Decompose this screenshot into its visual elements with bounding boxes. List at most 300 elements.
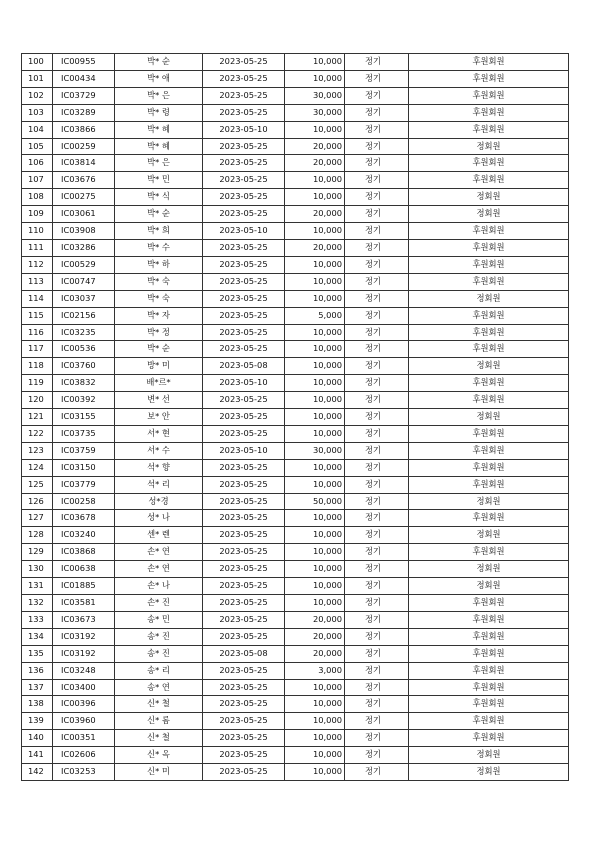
payment-type-cell: 정기: [345, 256, 409, 273]
payment-type-cell: 정기: [345, 172, 409, 189]
table-row: [22, 510, 569, 527]
amount-cell: 10,000: [285, 223, 345, 240]
table-row: [22, 476, 569, 493]
member-name-cell: 손* 연: [115, 561, 203, 578]
table-row: [22, 54, 569, 71]
payment-type-cell: 정기: [345, 358, 409, 375]
member-id-cell: IC03192: [53, 645, 115, 662]
amount-cell: 5,000: [285, 307, 345, 324]
amount-cell: 3,000: [285, 662, 345, 679]
payment-type-cell: 정기: [345, 764, 409, 781]
member-type-cell: 정회원: [409, 138, 569, 155]
payment-date-cell: 2023-05-25: [203, 239, 285, 256]
member-type-cell: 후원회원: [409, 121, 569, 138]
payment-date-cell: 2023-05-25: [203, 341, 285, 358]
amount-cell: 10,000: [285, 70, 345, 87]
payment-date-cell: 2023-05-25: [203, 527, 285, 544]
payment-type-cell: 정기: [345, 476, 409, 493]
amount-cell: 10,000: [285, 747, 345, 764]
payment-type-cell: 정기: [345, 611, 409, 628]
member-id-cell: IC03866: [53, 121, 115, 138]
payment-date-cell: 2023-05-25: [203, 476, 285, 493]
member-name-cell: 박* 민: [115, 172, 203, 189]
member-id-cell: IC03960: [53, 713, 115, 730]
member-name-cell: 박* 혜: [115, 121, 203, 138]
member-name-cell: 박* 애: [115, 70, 203, 87]
payment-date-cell: 2023-05-25: [203, 679, 285, 696]
member-name-cell: 박* 은: [115, 155, 203, 172]
amount-cell: 10,000: [285, 764, 345, 781]
table-row: [22, 392, 569, 409]
payment-type-cell: 정기: [345, 223, 409, 240]
member-id-cell: IC02606: [53, 747, 115, 764]
member-type-cell: 정회원: [409, 206, 569, 223]
member-id-cell: IC00392: [53, 392, 115, 409]
table-row: [22, 730, 569, 747]
table-row: [22, 155, 569, 172]
payment-date-cell: 2023-05-25: [203, 747, 285, 764]
payment-date-cell: 2023-05-25: [203, 206, 285, 223]
table-row: [22, 561, 569, 578]
payment-type-cell: 정기: [345, 324, 409, 341]
member-name-cell: 박* 순: [115, 206, 203, 223]
member-type-cell: 후원회원: [409, 595, 569, 612]
member-id-cell: IC00259: [53, 138, 115, 155]
member-name-cell: 박* 식: [115, 189, 203, 206]
payment-type-cell: 정기: [345, 70, 409, 87]
payment-date-cell: 2023-05-25: [203, 138, 285, 155]
amount-cell: 10,000: [285, 561, 345, 578]
amount-cell: 10,000: [285, 375, 345, 392]
member-name-cell: 서* 현: [115, 425, 203, 442]
member-type-cell: 후원회원: [409, 256, 569, 273]
amount-cell: 10,000: [285, 510, 345, 527]
member-id-cell: IC00529: [53, 256, 115, 273]
row-number-cell: 126: [22, 493, 53, 510]
member-name-cell: 석* 리: [115, 476, 203, 493]
member-name-cell: 박* 자: [115, 307, 203, 324]
member-name-cell: 박* 하: [115, 256, 203, 273]
member-id-cell: IC03735: [53, 425, 115, 442]
member-id-cell: IC01885: [53, 578, 115, 595]
payment-date-cell: 2023-05-25: [203, 189, 285, 206]
payment-date-cell: 2023-05-10: [203, 375, 285, 392]
payment-date-cell: 2023-05-25: [203, 764, 285, 781]
row-number-cell: 127: [22, 510, 53, 527]
member-id-cell: IC03037: [53, 290, 115, 307]
member-id-cell: IC03192: [53, 628, 115, 645]
row-number-cell: 122: [22, 425, 53, 442]
table-row: [22, 442, 569, 459]
payment-type-cell: 정기: [345, 87, 409, 104]
payment-type-cell: 정기: [345, 628, 409, 645]
payment-type-cell: 정기: [345, 595, 409, 612]
member-name-cell: 방* 미: [115, 358, 203, 375]
row-number-cell: 140: [22, 730, 53, 747]
amount-cell: 10,000: [285, 341, 345, 358]
member-type-cell: 후원회원: [409, 645, 569, 662]
amount-cell: 10,000: [285, 273, 345, 290]
table-row: [22, 138, 569, 155]
payment-date-cell: 2023-05-25: [203, 290, 285, 307]
member-id-cell: IC03253: [53, 764, 115, 781]
payment-type-cell: 정기: [345, 409, 409, 426]
member-id-cell: IC03729: [53, 87, 115, 104]
member-id-cell: IC03400: [53, 679, 115, 696]
table-row: [22, 358, 569, 375]
member-type-cell: 후원회원: [409, 104, 569, 121]
payment-type-cell: 정기: [345, 273, 409, 290]
member-name-cell: 손* 나: [115, 578, 203, 595]
member-id-cell: IC03289: [53, 104, 115, 121]
member-type-cell: 후원회원: [409, 375, 569, 392]
amount-cell: 10,000: [285, 476, 345, 493]
row-number-cell: 106: [22, 155, 53, 172]
table-row: [22, 341, 569, 358]
member-name-cell: 박* 수: [115, 239, 203, 256]
table-row: [22, 256, 569, 273]
amount-cell: 30,000: [285, 104, 345, 121]
member-name-cell: 박* 순: [115, 54, 203, 71]
member-id-cell: IC00275: [53, 189, 115, 206]
member-name-cell: 박* 숙: [115, 290, 203, 307]
member-type-cell: 후원회원: [409, 628, 569, 645]
member-type-cell: 정회원: [409, 290, 569, 307]
member-name-cell: 송* 진: [115, 645, 203, 662]
amount-cell: 20,000: [285, 628, 345, 645]
member-type-cell: 정회원: [409, 578, 569, 595]
row-number-cell: 128: [22, 527, 53, 544]
amount-cell: 10,000: [285, 290, 345, 307]
payment-type-cell: 정기: [345, 679, 409, 696]
payment-date-cell: 2023-05-25: [203, 578, 285, 595]
payment-date-cell: 2023-05-25: [203, 104, 285, 121]
member-id-cell: IC00396: [53, 696, 115, 713]
table-row: [22, 189, 569, 206]
member-type-cell: 후원회원: [409, 611, 569, 628]
table-row: [22, 527, 569, 544]
amount-cell: 10,000: [285, 358, 345, 375]
row-number-cell: 116: [22, 324, 53, 341]
member-id-cell: IC03868: [53, 544, 115, 561]
row-number-cell: 115: [22, 307, 53, 324]
payment-type-cell: 정기: [345, 138, 409, 155]
member-name-cell: 송* 연: [115, 679, 203, 696]
member-name-cell: 박* 은: [115, 87, 203, 104]
payment-type-cell: 정기: [345, 189, 409, 206]
member-type-cell: 후원회원: [409, 324, 569, 341]
payment-type-cell: 정기: [345, 341, 409, 358]
table-row: [22, 409, 569, 426]
payment-date-cell: 2023-05-10: [203, 442, 285, 459]
member-name-cell: 신* 미: [115, 764, 203, 781]
amount-cell: 10,000: [285, 121, 345, 138]
member-type-cell: 후원회원: [409, 172, 569, 189]
member-type-cell: 정회원: [409, 409, 569, 426]
table-row: [22, 578, 569, 595]
row-number-cell: 135: [22, 645, 53, 662]
member-id-cell: IC03061: [53, 206, 115, 223]
row-number-cell: 139: [22, 713, 53, 730]
row-number-cell: 117: [22, 341, 53, 358]
amount-cell: 20,000: [285, 206, 345, 223]
member-name-cell: 성*경: [115, 493, 203, 510]
member-type-cell: 후원회원: [409, 476, 569, 493]
member-type-cell: 후원회원: [409, 307, 569, 324]
row-number-cell: 120: [22, 392, 53, 409]
payment-date-cell: 2023-05-25: [203, 87, 285, 104]
table-row: [22, 206, 569, 223]
member-type-cell: 후원회원: [409, 442, 569, 459]
member-id-cell: IC00258: [53, 493, 115, 510]
amount-cell: 10,000: [285, 54, 345, 71]
table-row: [22, 645, 569, 662]
row-number-cell: 137: [22, 679, 53, 696]
amount-cell: 10,000: [285, 409, 345, 426]
amount-cell: 10,000: [285, 544, 345, 561]
member-type-cell: 후원회원: [409, 70, 569, 87]
payment-date-cell: 2023-05-25: [203, 409, 285, 426]
payment-date-cell: 2023-05-10: [203, 223, 285, 240]
amount-cell: 10,000: [285, 392, 345, 409]
table-row: [22, 459, 569, 476]
member-type-cell: 정회원: [409, 527, 569, 544]
member-type-cell: 후원회원: [409, 679, 569, 696]
member-type-cell: 후원회원: [409, 662, 569, 679]
member-name-cell: 송* 진: [115, 628, 203, 645]
table-row: [22, 662, 569, 679]
payment-date-cell: 2023-05-25: [203, 273, 285, 290]
payment-type-cell: 정기: [345, 104, 409, 121]
payment-date-cell: 2023-05-08: [203, 645, 285, 662]
row-number-cell: 108: [22, 189, 53, 206]
member-name-cell: 손* 진: [115, 595, 203, 612]
row-number-cell: 113: [22, 273, 53, 290]
row-number-cell: 125: [22, 476, 53, 493]
amount-cell: 10,000: [285, 578, 345, 595]
member-name-cell: 신* 철: [115, 730, 203, 747]
amount-cell: 10,000: [285, 696, 345, 713]
member-id-cell: IC03678: [53, 510, 115, 527]
payment-date-cell: 2023-05-25: [203, 324, 285, 341]
payment-date-cell: 2023-05-25: [203, 256, 285, 273]
table-row: [22, 104, 569, 121]
member-name-cell: 신* 옥: [115, 747, 203, 764]
payment-type-cell: 정기: [345, 730, 409, 747]
donation-table: [21, 53, 569, 781]
member-type-cell: 후원회원: [409, 87, 569, 104]
amount-cell: 10,000: [285, 256, 345, 273]
member-id-cell: IC03155: [53, 409, 115, 426]
payment-date-cell: 2023-05-25: [203, 730, 285, 747]
payment-date-cell: 2023-05-25: [203, 155, 285, 172]
table-row: [22, 121, 569, 138]
payment-type-cell: 정기: [345, 375, 409, 392]
amount-cell: 20,000: [285, 611, 345, 628]
table-row: [22, 87, 569, 104]
member-name-cell: 박* 혜: [115, 138, 203, 155]
row-number-cell: 114: [22, 290, 53, 307]
member-id-cell: IC03235: [53, 324, 115, 341]
member-id-cell: IC00434: [53, 70, 115, 87]
member-id-cell: IC03240: [53, 527, 115, 544]
member-name-cell: 박* 정: [115, 324, 203, 341]
payment-type-cell: 정기: [345, 645, 409, 662]
row-number-cell: 124: [22, 459, 53, 476]
payment-date-cell: 2023-05-25: [203, 172, 285, 189]
member-type-cell: 정회원: [409, 747, 569, 764]
member-id-cell: IC02156: [53, 307, 115, 324]
member-name-cell: 박* 순: [115, 341, 203, 358]
amount-cell: 20,000: [285, 645, 345, 662]
table-row: [22, 544, 569, 561]
member-name-cell: 센* 렌: [115, 527, 203, 544]
member-id-cell: IC03581: [53, 595, 115, 612]
payment-type-cell: 정기: [345, 459, 409, 476]
member-id-cell: IC00638: [53, 561, 115, 578]
row-number-cell: 131: [22, 578, 53, 595]
member-type-cell: 후원회원: [409, 510, 569, 527]
amount-cell: 30,000: [285, 87, 345, 104]
table-row: [22, 70, 569, 87]
member-name-cell: 박* 령: [115, 104, 203, 121]
table-row: [22, 375, 569, 392]
member-type-cell: 정회원: [409, 358, 569, 375]
member-type-cell: 정회원: [409, 561, 569, 578]
row-number-cell: 105: [22, 138, 53, 155]
payment-date-cell: 2023-05-25: [203, 696, 285, 713]
amount-cell: 10,000: [285, 189, 345, 206]
amount-cell: 20,000: [285, 155, 345, 172]
payment-date-cell: 2023-05-25: [203, 628, 285, 645]
member-id-cell: IC03832: [53, 375, 115, 392]
member-id-cell: IC00536: [53, 341, 115, 358]
payment-date-cell: 2023-05-25: [203, 493, 285, 510]
table-row: [22, 747, 569, 764]
payment-type-cell: 정기: [345, 239, 409, 256]
row-number-cell: 133: [22, 611, 53, 628]
row-number-cell: 138: [22, 696, 53, 713]
table-row: [22, 172, 569, 189]
table-row: [22, 764, 569, 781]
payment-type-cell: 정기: [345, 510, 409, 527]
row-number-cell: 112: [22, 256, 53, 273]
payment-type-cell: 정기: [345, 54, 409, 71]
payment-type-cell: 정기: [345, 527, 409, 544]
member-type-cell: 정회원: [409, 493, 569, 510]
member-id-cell: IC00955: [53, 54, 115, 71]
member-name-cell: 신* 철: [115, 696, 203, 713]
row-number-cell: 107: [22, 172, 53, 189]
amount-cell: 20,000: [285, 239, 345, 256]
member-id-cell: IC00351: [53, 730, 115, 747]
row-number-cell: 102: [22, 87, 53, 104]
amount-cell: 10,000: [285, 713, 345, 730]
row-number-cell: 101: [22, 70, 53, 87]
table-row: [22, 696, 569, 713]
amount-cell: 10,000: [285, 172, 345, 189]
payment-date-cell: 2023-05-25: [203, 662, 285, 679]
table-row: [22, 628, 569, 645]
table-row: [22, 223, 569, 240]
member-id-cell: IC03814: [53, 155, 115, 172]
payment-type-cell: 정기: [345, 493, 409, 510]
row-number-cell: 132: [22, 595, 53, 612]
row-number-cell: 111: [22, 239, 53, 256]
member-name-cell: 서* 수: [115, 442, 203, 459]
member-id-cell: IC03248: [53, 662, 115, 679]
member-type-cell: 후원회원: [409, 544, 569, 561]
payment-type-cell: 정기: [345, 544, 409, 561]
member-type-cell: 후원회원: [409, 155, 569, 172]
row-number-cell: 123: [22, 442, 53, 459]
table-row: [22, 679, 569, 696]
payment-type-cell: 정기: [345, 662, 409, 679]
member-id-cell: IC03760: [53, 358, 115, 375]
payment-date-cell: 2023-05-25: [203, 307, 285, 324]
row-number-cell: 134: [22, 628, 53, 645]
payment-type-cell: 정기: [345, 206, 409, 223]
amount-cell: 10,000: [285, 679, 345, 696]
row-number-cell: 141: [22, 747, 53, 764]
table-row: [22, 611, 569, 628]
member-type-cell: 후원회원: [409, 713, 569, 730]
payment-date-cell: 2023-05-25: [203, 70, 285, 87]
member-id-cell: IC03673: [53, 611, 115, 628]
row-number-cell: 103: [22, 104, 53, 121]
table-row: [22, 425, 569, 442]
member-name-cell: 신* 롬: [115, 713, 203, 730]
row-number-cell: 119: [22, 375, 53, 392]
amount-cell: 10,000: [285, 527, 345, 544]
member-id-cell: IC00747: [53, 273, 115, 290]
payment-type-cell: 정기: [345, 425, 409, 442]
member-name-cell: 변* 선: [115, 392, 203, 409]
table-row: [22, 273, 569, 290]
row-number-cell: 129: [22, 544, 53, 561]
payment-type-cell: 정기: [345, 561, 409, 578]
row-number-cell: 104: [22, 121, 53, 138]
payment-date-cell: 2023-05-25: [203, 54, 285, 71]
member-name-cell: 석* 향: [115, 459, 203, 476]
payment-type-cell: 정기: [345, 713, 409, 730]
table-row: [22, 290, 569, 307]
payment-date-cell: 2023-05-25: [203, 392, 285, 409]
table-row: [22, 595, 569, 612]
row-number-cell: 121: [22, 409, 53, 426]
payment-type-cell: 정기: [345, 442, 409, 459]
payment-date-cell: 2023-05-25: [203, 713, 285, 730]
payment-date-cell: 2023-05-25: [203, 611, 285, 628]
member-id-cell: IC03150: [53, 459, 115, 476]
member-type-cell: 후원회원: [409, 425, 569, 442]
member-type-cell: 후원회원: [409, 459, 569, 476]
payment-type-cell: 정기: [345, 155, 409, 172]
member-id-cell: IC03286: [53, 239, 115, 256]
table-body: [22, 54, 569, 781]
amount-cell: 10,000: [285, 459, 345, 476]
member-id-cell: IC03908: [53, 223, 115, 240]
payment-date-cell: 2023-05-25: [203, 425, 285, 442]
row-number-cell: 110: [22, 223, 53, 240]
payment-type-cell: 정기: [345, 578, 409, 595]
payment-type-cell: 정기: [345, 392, 409, 409]
member-name-cell: 송* 민: [115, 611, 203, 628]
member-type-cell: 후원회원: [409, 239, 569, 256]
member-name-cell: 박* 숙: [115, 273, 203, 290]
member-id-cell: IC03676: [53, 172, 115, 189]
payment-date-cell: 2023-05-25: [203, 544, 285, 561]
